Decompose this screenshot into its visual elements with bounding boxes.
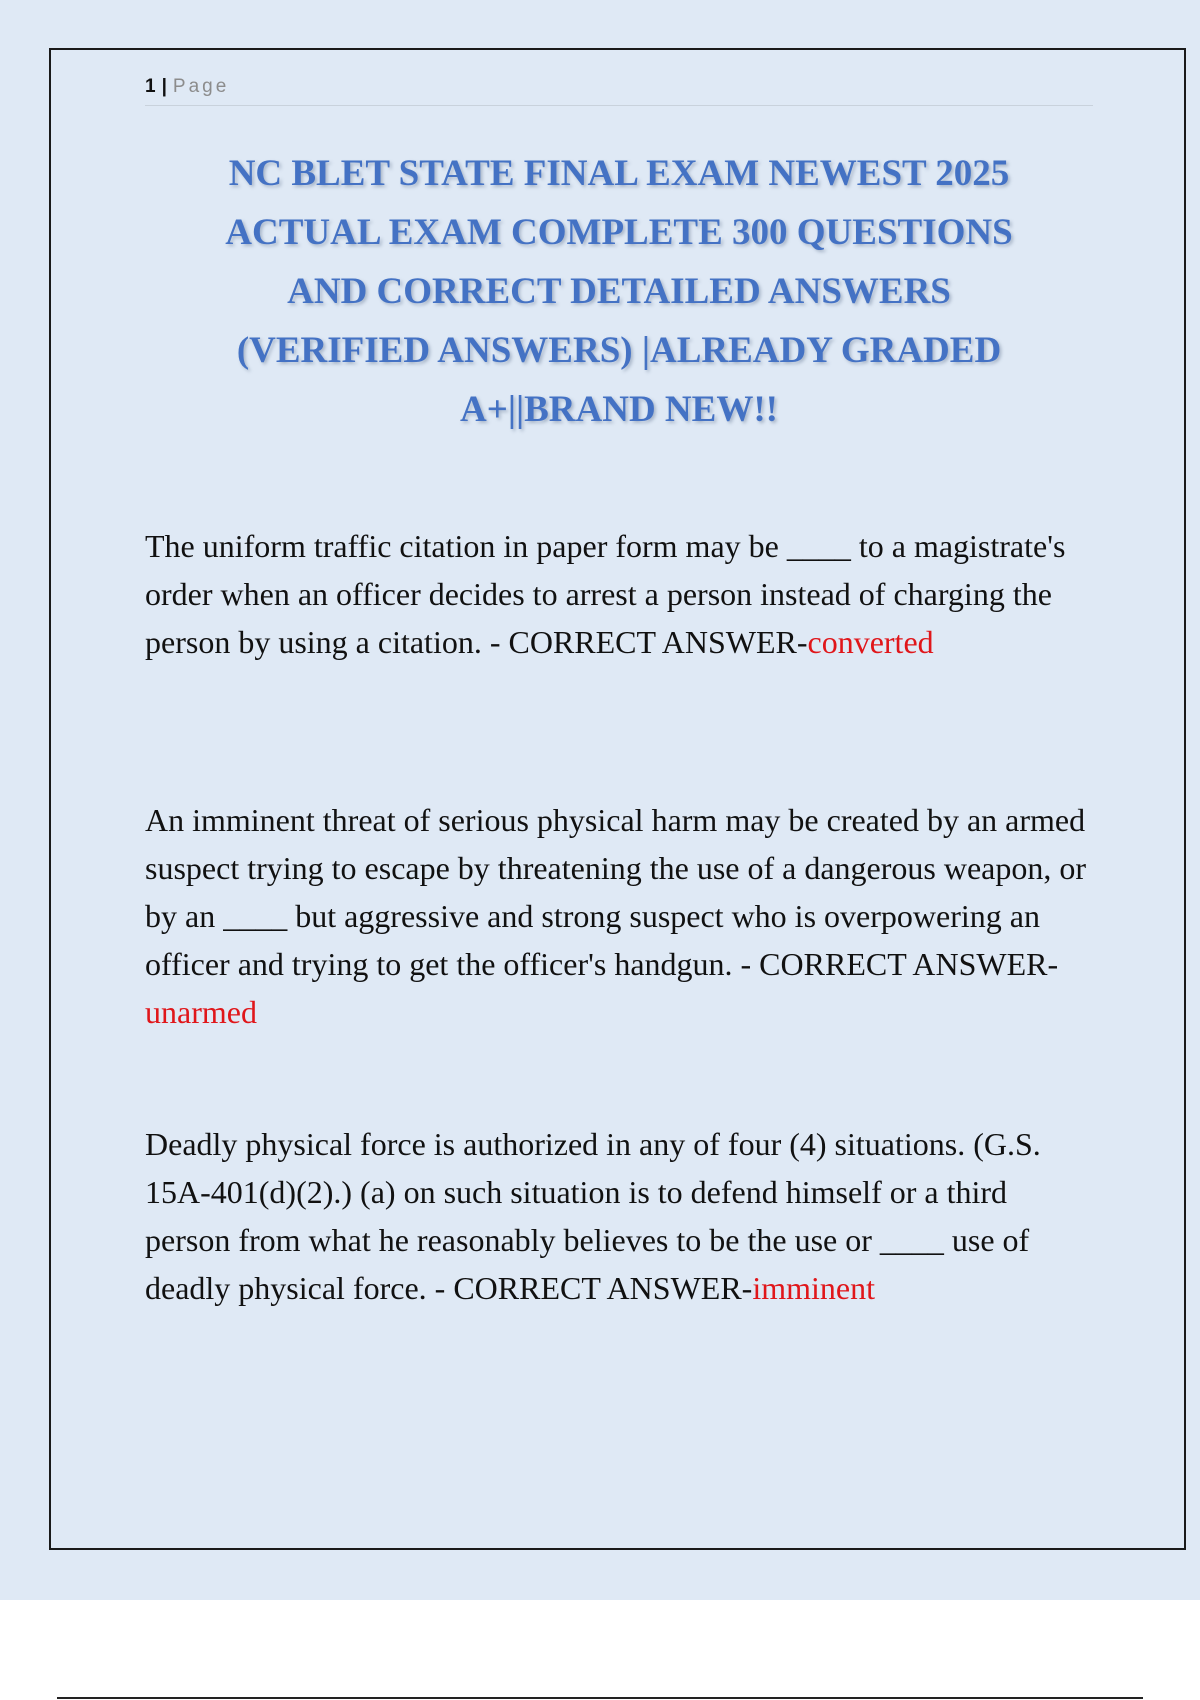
title-line: A+||BRAND NEW!!: [460, 389, 778, 430]
question-text: Deadly physical force is authorized in any of four (4) situations. (G.S. 15A-401(d)(2).) (a) on such situation is to defend himself or a third person from what he reasonably believes to be the use or ____ use of deadly physical force. - CORRECT ANSWER-: [145, 1126, 1041, 1306]
page-label: Page: [172, 76, 230, 97]
correct-answer: imminent: [752, 1270, 875, 1306]
question-text: An imminent threat of serious physical harm may be created by an armed suspect trying to escape by threatening the use of a dangerous weapon, or by an ____ but aggressive and strong suspect who is overpowering an officer and trying to get the officer's handgun. - CORRECT ANSWER-: [145, 802, 1087, 982]
correct-answer: unarmed: [145, 994, 257, 1030]
title-line: NC BLET STATE FINAL EXAM NEWEST 2025: [228, 153, 1010, 194]
title-line: (VERIFIED ANSWERS) |ALREADY GRADED: [236, 330, 1002, 371]
question-item: [145, 1120, 1095, 1312]
page-header-separator: |: [161, 76, 168, 97]
question-item: [145, 796, 1095, 1036]
question-item: [145, 522, 1095, 666]
page-number: 1: [145, 76, 157, 97]
page-header: [145, 74, 1093, 106]
correct-answer: converted: [807, 624, 934, 660]
title-line: AND CORRECT DETAILED ANSWERS: [287, 271, 951, 312]
footer-divider: [57, 1697, 1143, 1699]
title-line: ACTUAL EXAM COMPLETE 300 QUESTIONS: [225, 212, 1013, 253]
document-title: [145, 144, 1093, 439]
question-text: The uniform traffic citation in paper form may be ____ to a magistrate's order when an officer decides to arrest a person instead of charging the person by using a citation. - CORRECT ANSWER-: [145, 528, 1066, 660]
